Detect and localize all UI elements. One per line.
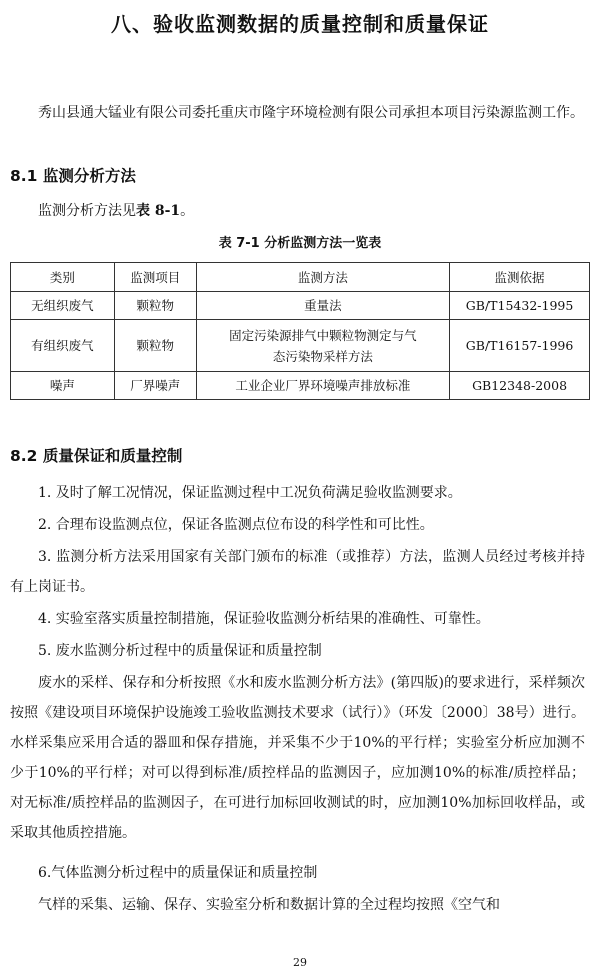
table-cell: 重量法 (196, 292, 450, 320)
section-8-1-text (10, 196, 585, 226)
page-number: 29 (293, 956, 307, 969)
table-caption: 表 7-1 分析监测方法一览表 (218, 236, 382, 251)
section-8-1-heading: 8.1 监测分析方法 (10, 167, 136, 185)
list-item: 3. 监测分析方法采用国家有关部门颁布的标准（或推荐）方法，监测人员经过考核并持有上岗证书。 (10, 549, 585, 595)
list-item: 废水的采样、保存和分析按照《水和废水监测分析方法》(第四版)的要求进行，采样频次按照《建设项目环境保护设施竣工验收监测技术要求（试行）》（环发〔2000〕38号）进行。水样采集应采用合适的器皿和保存措施，并采集不少于10%的平行样；实验室分析应加测不少于10%的平行样；对可以得到标准/质控样品的监测因子，应加测10%的标准/质控样品；对无标准/质控样品的监测因子，在可进行加标回收测试的时，应加测10%加标回收样品，或采取其他质控措施。 (10, 675, 585, 841)
table-cell: GB/T16157-1996 (450, 320, 590, 372)
list-item: 2. 合理布设监测点位，保证各监测点位布设的科学性和可比性。 (38, 517, 434, 533)
table-reference: 表 8-1 (136, 203, 181, 219)
table-row (11, 372, 590, 400)
section-8-1-text-suffix: 。 (180, 203, 195, 219)
table-cell: 工业企业厂界环境噪声排放标准 (196, 372, 450, 400)
section-8-2-heading: 8.2 质量保证和质量控制 (10, 447, 183, 465)
table-header-cell: 监测依据 (450, 263, 590, 292)
table-cell: 厂界噪声 (114, 372, 196, 400)
methods-table (10, 262, 590, 400)
table-cell: 颗粒物 (114, 292, 196, 320)
table-header-cell: 监测项目 (114, 263, 196, 292)
table-header-cell: 类别 (11, 263, 115, 292)
table-cell: 有组织废气 (11, 320, 115, 372)
section-8-1-text-prefix: 监测分析方法见 (38, 203, 136, 219)
list-item: 1. 及时了解工况情况，保证监测过程中工况负荷满足验收监测要求。 (38, 485, 462, 501)
table-row (11, 320, 590, 372)
table-cell: 无组织废气 (11, 292, 115, 320)
table-cell: 噪声 (11, 372, 115, 400)
list-item: 气样的采集、运输、保存、实验室分析和数据计算的全过程均按照《空气和 (38, 897, 500, 913)
table-cell: 颗粒物 (114, 320, 196, 372)
table-cell: GB/T15432-1995 (450, 292, 590, 320)
table-header-row (11, 263, 590, 292)
list-item: 5. 废水监测分析过程中的质量保证和质量控制 (38, 643, 322, 659)
table-row (11, 292, 590, 320)
list-item: 6.气体监测分析过程中的质量保证和质量控制 (38, 865, 318, 881)
table-header-cell: 监测方法 (196, 263, 450, 292)
intro-paragraph: 秀山县通大锰业有限公司委托重庆市隆宇环境检测有限公司承担本项目污染源监测工作。 (38, 105, 584, 121)
table-cell: GB12348-2008 (450, 372, 590, 400)
list-item: 4. 实验室落实质量控制措施，保证验收监测分析结果的准确性、可靠性。 (38, 611, 490, 627)
chapter-title: 八、验收监测数据的质量控制和质量保证 (111, 12, 489, 36)
table-cell: 固定污染源排气中颗粒物测定与气态污染物采样方法 (196, 320, 450, 372)
